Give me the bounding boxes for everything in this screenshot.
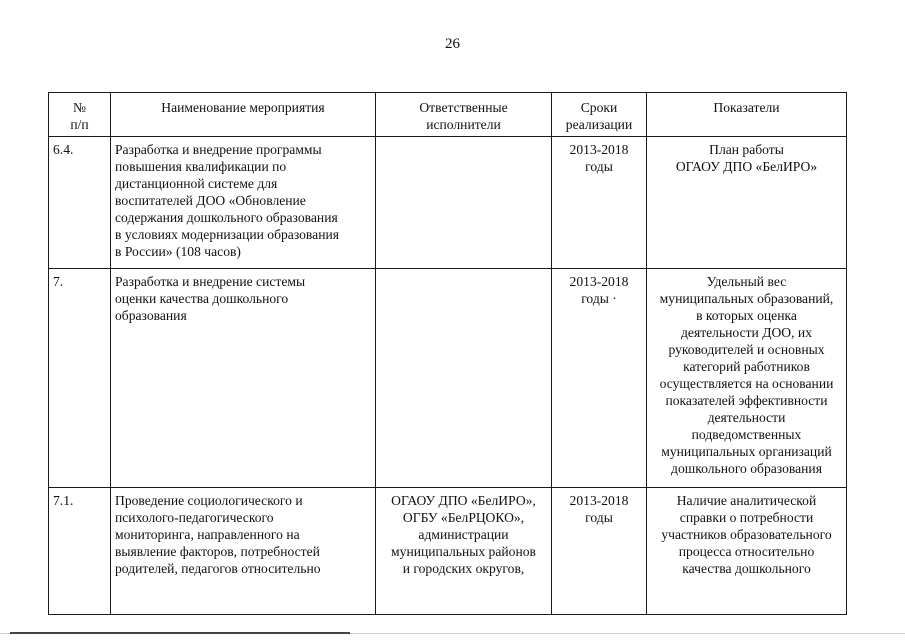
row-indicators: Наличие аналитической справки о потребности участников образовательного процесса относительно качества дошкольного — [647, 488, 847, 615]
row-number: 6.4. — [49, 137, 111, 269]
row-terms: 2013-2018 годы — [552, 137, 647, 269]
page-number: 26 — [445, 36, 460, 52]
row-activity-name: Проведение социологического и психолого-педагогического мониторинга, направленного на выявление факторов, потребностей родителей, педагогов относительно — [111, 488, 376, 615]
row-indicators: Удельный вес муниципальных образований, в которых оценка деятельности ДОО, их руководителей и основных категорий работников осуществляется на основании показателей эффективности деятельности подведомственных муниципальных организаций дошкольного образования — [647, 269, 847, 488]
row-responsible: ОГАОУ ДПО «БелИРО», ОГБУ «БелРЦОКО», администрации муниципальных районов и городских округов, — [376, 488, 552, 615]
row-number: 7. — [49, 269, 111, 488]
table-row — [49, 269, 847, 488]
row-responsible — [376, 137, 552, 269]
table-header-row — [49, 93, 847, 137]
row-number: 7.1. — [49, 488, 111, 615]
row-indicators: План работы ОГАОУ ДПО «БелИРО» — [647, 137, 847, 269]
table-row — [49, 488, 847, 615]
header-indicators: Показатели — [647, 93, 847, 137]
row-terms: 2013-2018 годы · — [552, 269, 647, 488]
table-row — [49, 137, 847, 269]
header-responsible: Ответственные исполнители — [376, 93, 552, 137]
row-responsible — [376, 269, 552, 488]
row-terms: 2013-2018 годы — [552, 488, 647, 615]
header-number: № п/п — [49, 93, 111, 137]
header-terms: Сроки реализации — [552, 93, 647, 137]
footnote-rule — [10, 632, 350, 634]
header-activity-name: Наименование мероприятия — [111, 93, 376, 137]
row-activity-name: Разработка и внедрение системы оценки качества дошкольного образования — [111, 269, 376, 488]
row-activity-name: Разработка и внедрение программы повышения квалификации по дистанционной системе для воспитателей ДОО «Обновление содержания дошкольного образования в условиях модернизации образования в России» (108 часов) — [111, 137, 376, 269]
activities-table — [48, 92, 847, 615]
